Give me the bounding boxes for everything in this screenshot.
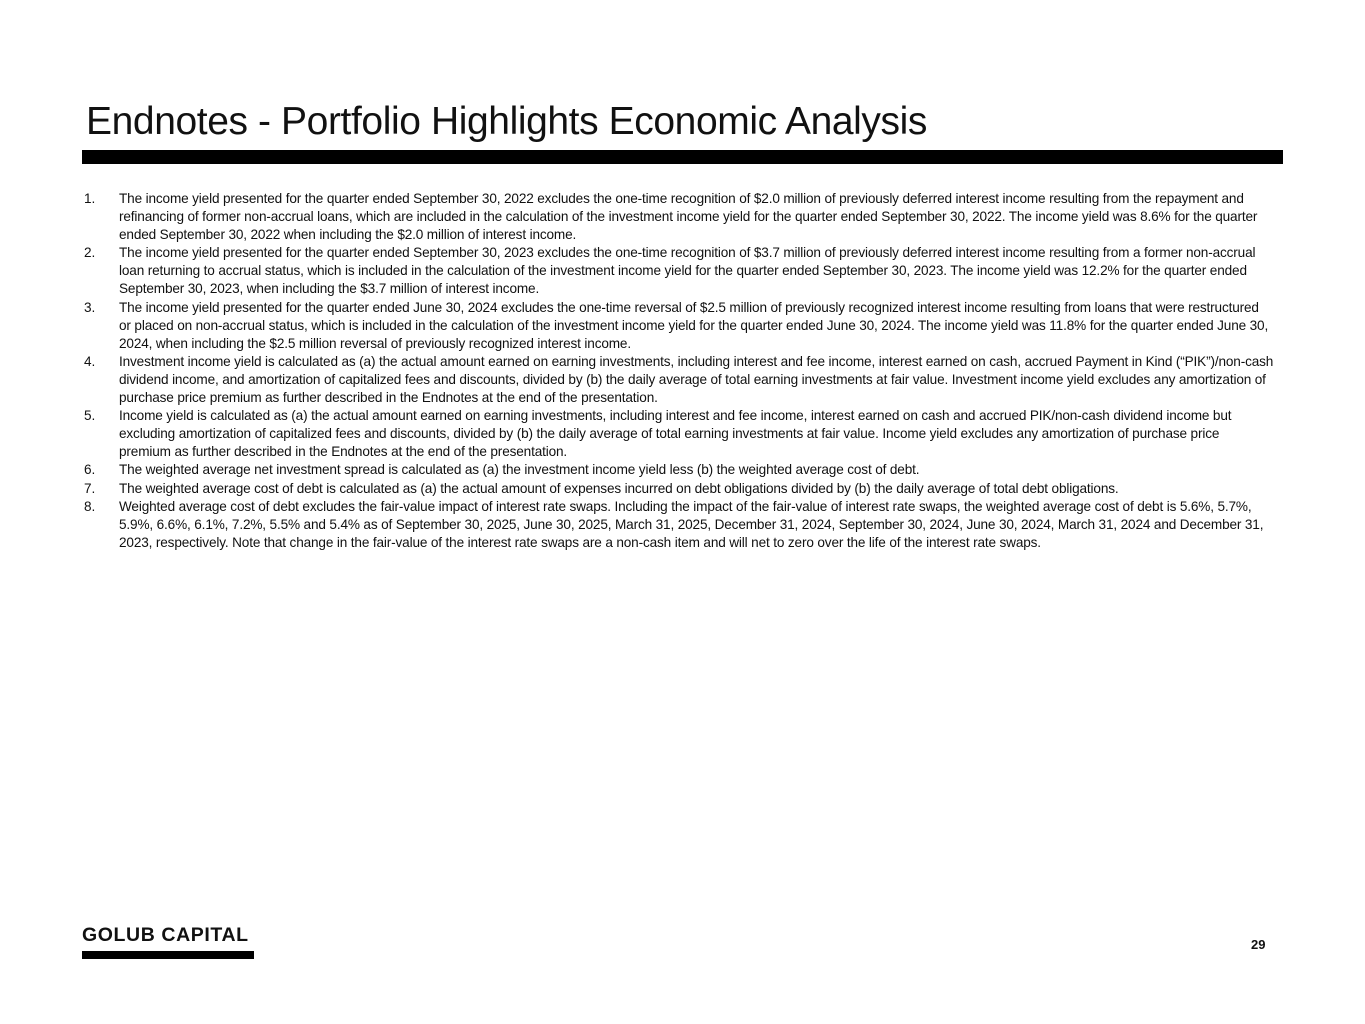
endnote-number: 1. <box>84 191 96 206</box>
endnote-item <box>84 190 1274 244</box>
company-logo <box>82 924 256 959</box>
endnote-text: The income yield presented for the quarter ended September 30, 2022 excludes the one-time recognition of $2.0 million of previously deferred interest income resulting from the repayment and refinancing of former non-accrual loans, which are included in the calculation of the investment income yield for the quarter ended September 30, 2022. The income yield was 8.6% for the quarter ended September 30, 2022 when including the $2.0 million of interest income. <box>119 191 1258 243</box>
endnote-number: 6. <box>84 462 96 478</box>
page-number: 29 <box>1251 937 1266 952</box>
endnote-text: Weighted average cost of debt excludes the fair-value impact of interest rate swaps. Including the impact of the fair-value of interest rate swaps, the weighted average cost of debt is 5.6%, 5.7%, 5.9%, 6.6%, 6.1%, 7.2%, 5.5% and 5.4% as of September 30, 2025, June 30, 2025, March 31, 2025, December 31, 2024, September 30, 2024, June 30, 2024, March 31, 2024 and December 31, 2023, respectively. Note that change in the fair-value of the interest rate swaps are a non-cash item and will net to zero over the life of the interest rate swaps. <box>119 498 1264 550</box>
endnote-text: The income yield presented for the quarter ended June 30, 2024 excludes the one-time reversal of $2.5 million of previously recognized interest income resulting from loans that were restructured or placed on non-accrual status, which is included in the calculation of the investment income yield for the quarter ended June 30, 2024. The income yield was 11.8% for the quarter ended June 30, 2024, when including the $2.5 million reversal of previously recognized interest income. <box>119 299 1269 351</box>
endnote-text: Income yield is calculated as (a) the actual amount earned on earning investments, including interest and fee income, interest earned on cash and accrued PIK/non-cash dividend income but excluding amortization of capitalized fees and discounts, divided by (b) the daily average of total earning investments at fair value. Income yield excludes any amortization of purchase price premium as further described in the Endnotes at the end of the presentation. <box>119 408 1232 460</box>
endnote-text: The weighted average net investment spread is calculated as (a) the investment income yield less (b) the weighted average cost of debt. <box>119 462 920 478</box>
endnote-item <box>84 407 1274 461</box>
title-divider <box>82 150 1283 164</box>
endnote-item <box>84 353 1274 407</box>
endnote-item <box>84 461 1274 479</box>
endnote-number: 4. <box>84 353 96 369</box>
endnote-number: 3. <box>84 299 96 315</box>
endnote-number: 8. <box>84 498 96 514</box>
logo-wordmark: GOLUB CAPITAL <box>82 924 249 946</box>
endnote-text: The income yield presented for the quarter ended September 30, 2023 excludes the one-time recognition of $3.7 million of previously deferred interest income resulting from a former non-accrual loan returning to accrual status, which is included in the calculation of the investment income yield for the quarter ended September 30, 2023. The income yield was 12.2% for the quarter ended September 30, 2023, when including the $3.7 million of interest income. <box>119 245 1256 297</box>
endnote-item <box>84 244 1274 298</box>
endnote-item <box>84 480 1274 498</box>
endnote-text: Investment income yield is calculated as (a) the actual amount earned on earning investments, including interest and fee income, interest earned on cash, accrued Payment in Kind (“PIK”)/non-cash dividend income, and amortization of capitalized fees and discounts, divided by (b) the daily average of total earning investments at fair value. Investment income yield excludes any amortization of purchase price premium as further described in the Endnotes at the end of the presentation. <box>119 353 1274 406</box>
endnote-number: 2. <box>84 245 96 261</box>
page-title: Endnotes - Portfolio Highlights Economic Analysis <box>86 100 927 143</box>
endnote-item <box>84 498 1274 552</box>
endnote-number: 5. <box>84 408 96 424</box>
logo-underline <box>82 951 254 959</box>
endnotes-list <box>84 190 1274 552</box>
endnote-text: The weighted average cost of debt is calculated as (a) the actual amount of expenses incurred on debt obligations divided by (b) the daily average of total debt obligations. <box>119 480 1119 496</box>
endnote-item <box>84 299 1274 353</box>
endnote-number: 7. <box>84 480 96 496</box>
